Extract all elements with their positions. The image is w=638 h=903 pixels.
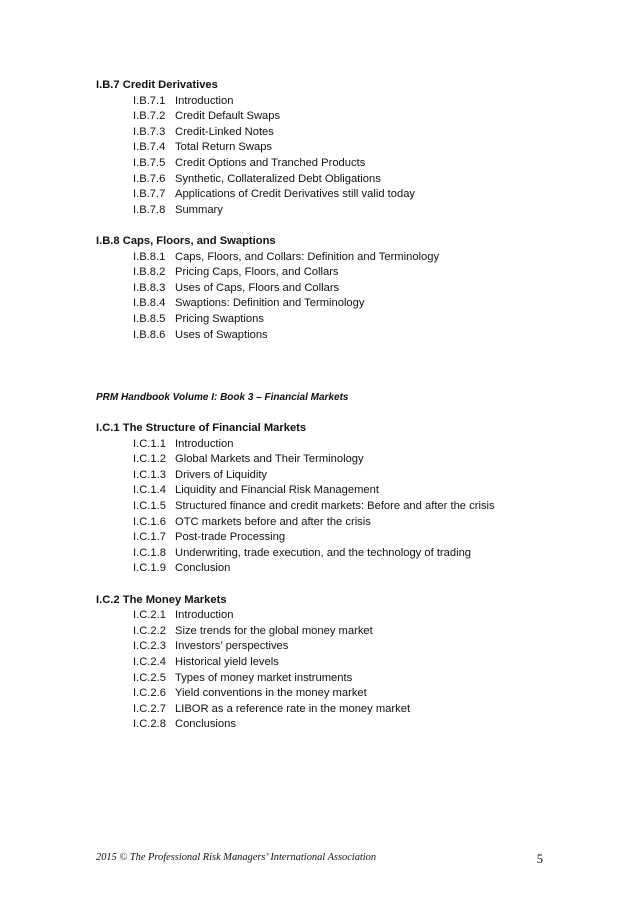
entry-title: OTC markets before and after the crisis bbox=[175, 515, 371, 528]
entry-title: Total Return Swaps bbox=[175, 141, 273, 154]
entry-number: I.C.2.4 bbox=[133, 655, 166, 668]
entry-title: Conclusions bbox=[175, 718, 236, 731]
toc-section bbox=[96, 421, 536, 577]
entry-number: I.B.7.5 bbox=[133, 156, 166, 169]
toc-entry bbox=[96, 265, 536, 281]
entry-number: I.C.1.3 bbox=[133, 468, 166, 481]
toc-entry bbox=[96, 499, 536, 515]
entry-number: I.C.1.1 bbox=[133, 437, 166, 450]
entry-title: Drivers of Liquidity bbox=[175, 468, 268, 481]
toc-entry bbox=[96, 639, 536, 655]
entry-title: Investors’ perspectives bbox=[175, 640, 289, 653]
toc-entry bbox=[96, 156, 536, 172]
entry-number: I.C.2.5 bbox=[133, 671, 166, 684]
toc-entry bbox=[96, 312, 536, 328]
toc-entry bbox=[96, 624, 536, 640]
entry-number: I.B.7.8 bbox=[133, 203, 166, 216]
toc-section bbox=[96, 78, 536, 218]
entry-number: I.B.8.6 bbox=[133, 328, 166, 341]
toc-entry bbox=[96, 328, 536, 344]
section-title: I.B.8 Caps, Floors, and Swaptions bbox=[96, 234, 276, 247]
entry-number: I.C.1.4 bbox=[133, 484, 166, 497]
entry-number: I.B.8.2 bbox=[133, 266, 166, 279]
footer-copyright: 2015 © The Professional Risk Managers’ International Association bbox=[96, 852, 377, 863]
toc-entry bbox=[96, 686, 536, 702]
entry-title: Liquidity and Financial Risk Management bbox=[175, 484, 379, 497]
toc-entry bbox=[96, 561, 536, 577]
toc-entry bbox=[96, 671, 536, 687]
toc-entry bbox=[96, 702, 536, 718]
entry-number: I.B.8.4 bbox=[133, 297, 166, 310]
entry-number: I.C.2.6 bbox=[133, 687, 166, 700]
toc-entry bbox=[96, 437, 536, 453]
section-title: I.C.2 The Money Markets bbox=[96, 593, 227, 606]
entry-title: Structured finance and credit markets: Before and after the crisis bbox=[175, 500, 495, 513]
toc-entry bbox=[96, 483, 536, 499]
entry-title: Swaptions: Definition and Terminology bbox=[175, 297, 365, 310]
book-heading bbox=[96, 390, 536, 406]
entry-number: I.B.7.6 bbox=[133, 172, 166, 185]
toc-entry bbox=[96, 546, 536, 562]
toc-section bbox=[96, 234, 536, 343]
entry-number: I.B.8.3 bbox=[133, 281, 166, 294]
entry-number: I.C.2.2 bbox=[133, 624, 166, 637]
entry-title: LIBOR as a reference rate in the money market bbox=[175, 702, 411, 715]
entry-number: I.C.2.3 bbox=[133, 640, 166, 653]
entry-title: Credit Options and Tranched Products bbox=[175, 156, 366, 169]
toc-entry bbox=[96, 608, 536, 624]
entry-number: I.B.7.3 bbox=[133, 125, 166, 138]
entry-title: Underwriting, trade execution, and the technology of trading bbox=[175, 546, 472, 559]
toc-section bbox=[96, 593, 536, 733]
entry-title: Applications of Credit Derivatives still valid today bbox=[175, 188, 416, 201]
entry-number: I.B.8.1 bbox=[133, 250, 166, 263]
entry-number: I.C.1.9 bbox=[133, 562, 166, 575]
toc-entry bbox=[96, 296, 536, 312]
entry-number: I.B.7.7 bbox=[133, 188, 166, 201]
entry-title: Pricing Swaptions bbox=[175, 312, 264, 325]
entry-title: Historical yield levels bbox=[175, 655, 279, 668]
entry-number: I.C.2.1 bbox=[133, 609, 166, 622]
entry-title: Yield conventions in the money market bbox=[175, 687, 367, 700]
toc-entry bbox=[96, 468, 536, 484]
entry-title: Types of money market instruments bbox=[175, 671, 353, 684]
book-heading-text: PRM Handbook Volume I: Book 3 – Financial Markets bbox=[96, 391, 349, 403]
entry-number: I.B.7.4 bbox=[133, 141, 166, 154]
entry-title: Pricing Caps, Floors, and Collars bbox=[175, 266, 339, 279]
entry-number: I.B.7.2 bbox=[133, 110, 166, 123]
entry-title: Synthetic, Collateralized Debt Obligations bbox=[175, 172, 381, 185]
entry-title: Post-trade Processing bbox=[175, 531, 286, 544]
toc-entry bbox=[96, 172, 536, 188]
section-title: I.B.7 Credit Derivatives bbox=[96, 79, 218, 91]
entry-number: I.B.8.5 bbox=[133, 312, 166, 325]
entry-number: I.C.2.8 bbox=[133, 718, 166, 731]
toc-entry bbox=[96, 125, 536, 141]
entry-title: Introduction bbox=[175, 437, 234, 450]
entry-title: Introduction bbox=[175, 609, 234, 622]
entry-title: Global Markets and Their Terminology bbox=[175, 453, 364, 466]
toc-entry bbox=[96, 655, 536, 671]
entry-title: Conclusion bbox=[175, 562, 231, 575]
toc-entry bbox=[96, 94, 536, 110]
entry-title: Introduction bbox=[175, 94, 234, 107]
toc-entry bbox=[96, 281, 536, 297]
entry-number: I.C.2.7 bbox=[133, 702, 166, 715]
entry-number: I.B.7.1 bbox=[133, 94, 166, 107]
toc-entry bbox=[96, 140, 536, 156]
entry-number: I.C.1.5 bbox=[133, 500, 166, 513]
entry-title: Size trends for the global money market bbox=[175, 624, 373, 637]
page-number: 5 bbox=[536, 852, 543, 866]
entry-number: I.C.1.2 bbox=[133, 453, 166, 466]
toc-entry bbox=[96, 530, 536, 546]
entry-title: Uses of Caps, Floors and Collars bbox=[175, 281, 340, 294]
entry-number: I.C.1.6 bbox=[133, 515, 166, 528]
toc-entry bbox=[96, 717, 536, 733]
entry-title: Caps, Floors, and Collars: Definition and Terminology bbox=[175, 250, 440, 263]
entry-title: Summary bbox=[175, 203, 223, 216]
toc-entry bbox=[96, 203, 536, 219]
toc-entry bbox=[96, 187, 536, 203]
page-footer bbox=[96, 852, 543, 867]
entry-title: Uses of Swaptions bbox=[175, 328, 268, 341]
toc-entry bbox=[96, 515, 536, 531]
toc-entry bbox=[96, 109, 536, 125]
section-title: I.C.1 The Structure of Financial Markets bbox=[96, 422, 307, 435]
entry-title: Credit-Linked Notes bbox=[175, 125, 274, 138]
entry-number: I.C.1.8 bbox=[133, 546, 166, 559]
document-body bbox=[96, 78, 536, 733]
entry-number: I.C.1.7 bbox=[133, 531, 166, 544]
toc-entry bbox=[96, 250, 536, 266]
entry-title: Credit Default Swaps bbox=[175, 110, 281, 123]
toc-entry bbox=[96, 452, 536, 468]
